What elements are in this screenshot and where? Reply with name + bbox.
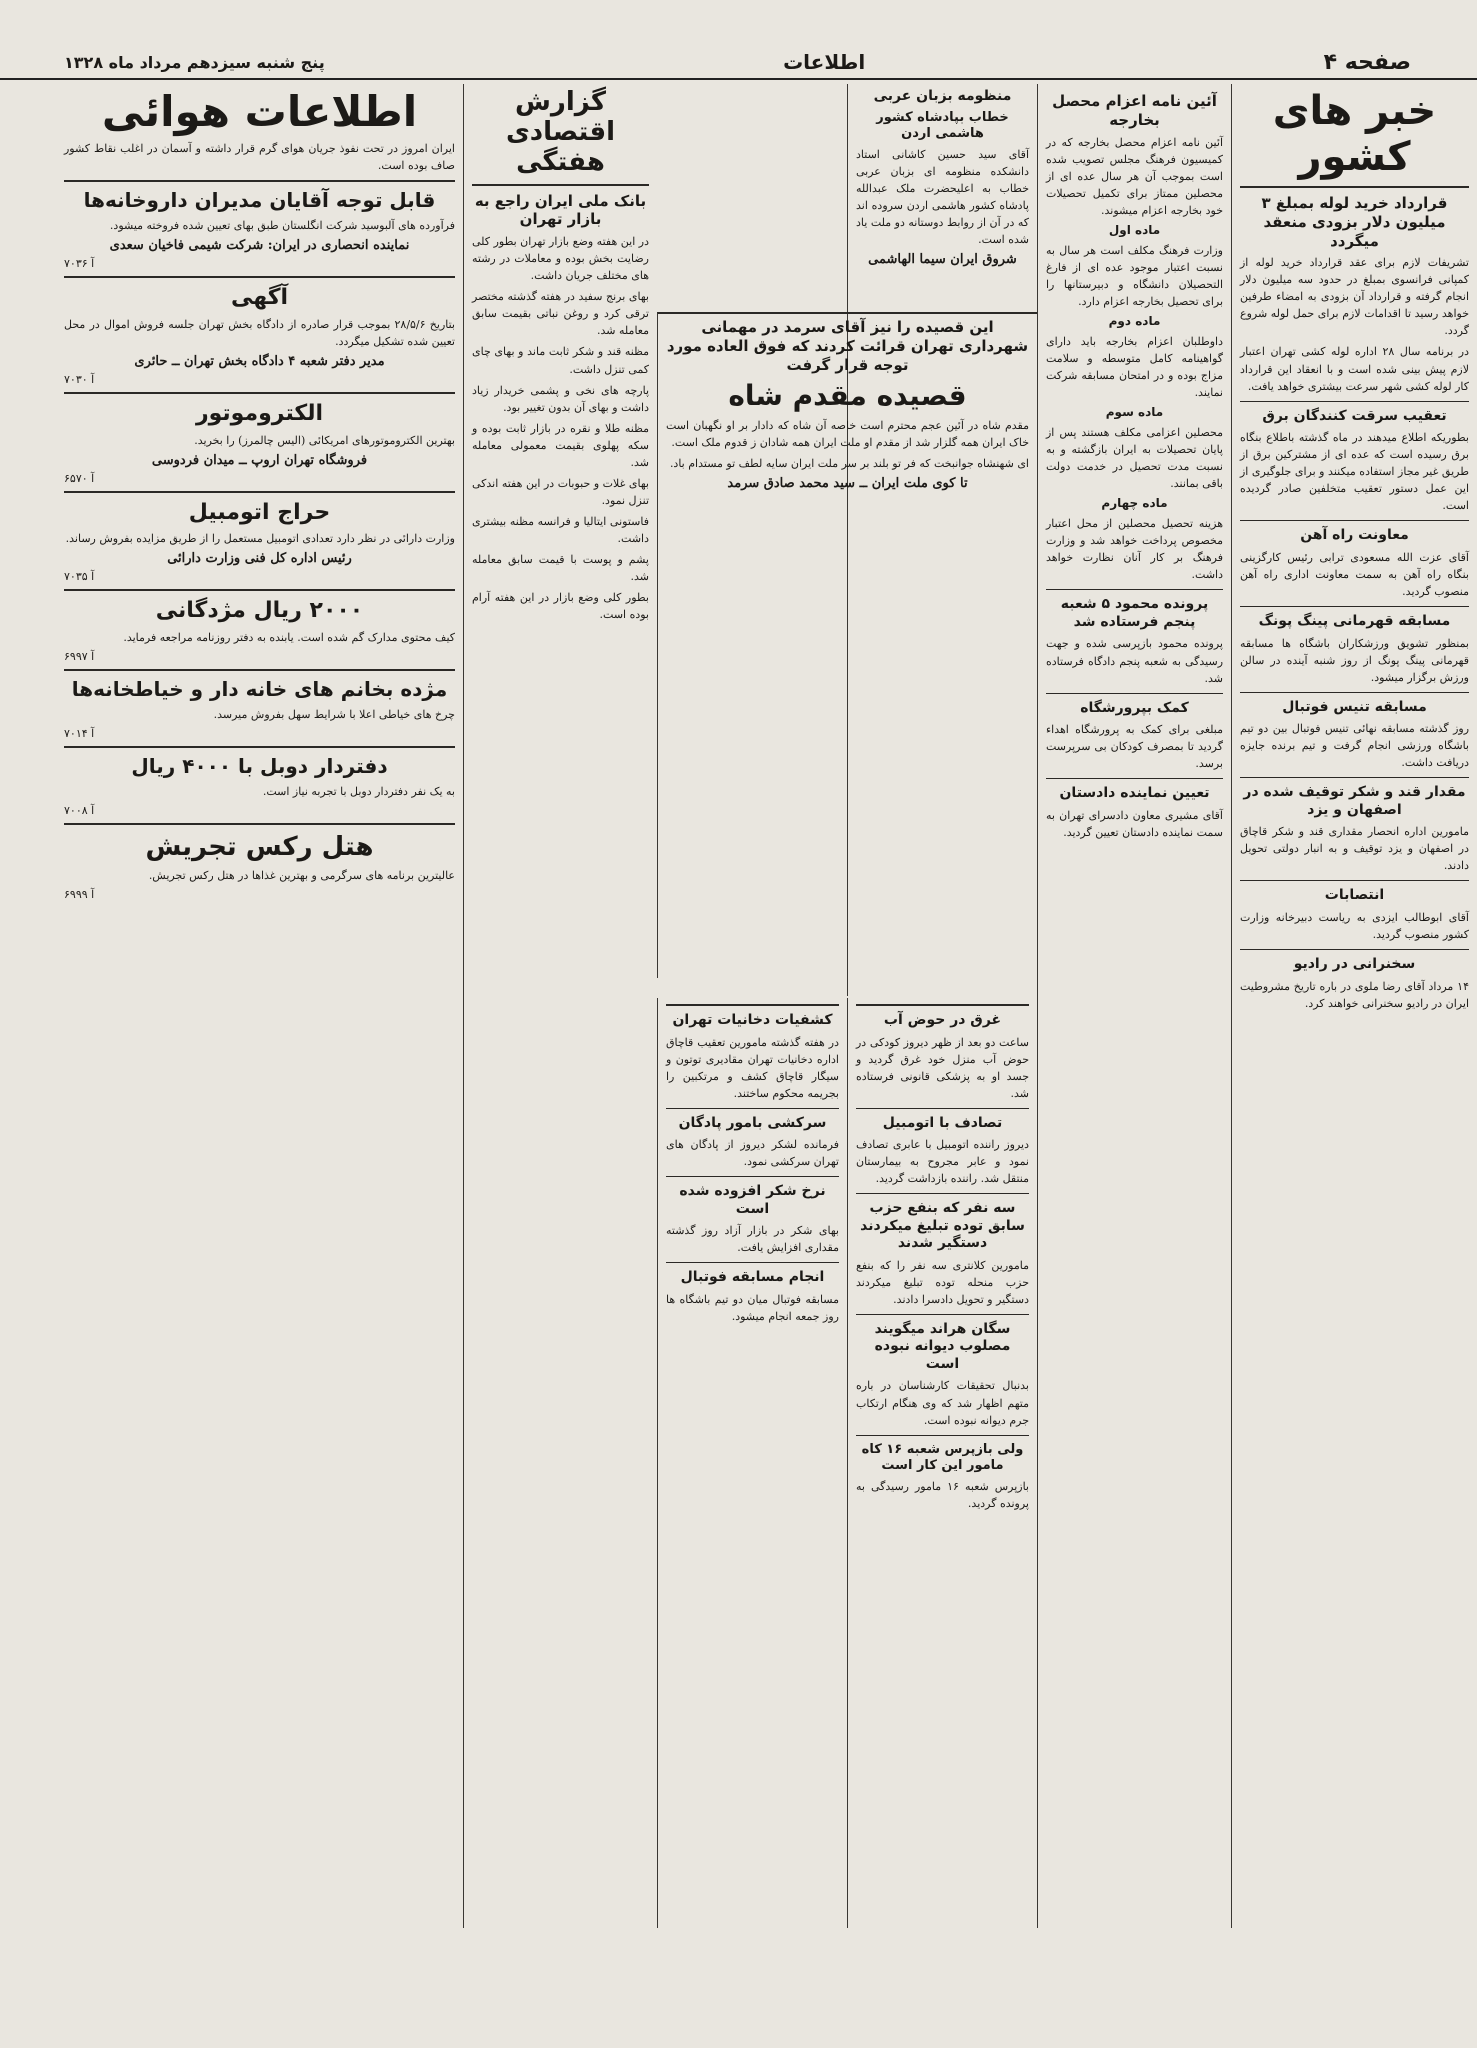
column-tobacco	[657, 998, 847, 1928]
section-title: اطلاعات هوائی	[101, 87, 418, 136]
headline: انجام مسابقه فوتبال	[680, 1269, 825, 1286]
headline: سه نفر که بنفع حزب سابق توده تبلیغ میکردند دستگیر شدند	[860, 1200, 1025, 1252]
headline: سگان هراند میگویند مصلوب دیوانه نبوده است	[874, 1320, 1011, 1372]
ad-text: کیف محتوی مدارک گم شده است. یابنده به دفتر روزنامه مراجعه فرماید.	[123, 630, 455, 644]
headline: قرارداد خرید لوله بمبلغ ۳ میلیون دلار بزودی منعقد میگردد	[1261, 194, 1448, 250]
ad-code: آ ۷۰۳۶	[64, 257, 95, 271]
column-poem-shah	[657, 312, 1037, 978]
headline: مقدار قند و شکر توقیف شده در اصفهان و یزد	[1243, 784, 1466, 818]
article-text: بهای غلات و حبوبات در این هفته اندکی تنزل نمود.	[472, 476, 649, 507]
column-incidents	[847, 998, 1037, 1928]
headline: آئین نامه اعزام محصل بخارجه	[1052, 92, 1217, 129]
article-text: بطور کلی وضع بازار در این هفته آرام بوده است.	[472, 591, 649, 622]
article-heading: ماده اول	[1108, 222, 1161, 237]
article-text: آقای سید حسین کاشانی استاد دانشکده منظومه ای بزبان عربی خطاب به اعلیحضرت ملک عبدالله پادشاه کشور هاشمی اردن سروده اند که در آن از روابط دوستانه دو ملت یاد شده است.	[856, 148, 1029, 247]
article-text: داوطلبان اعزام بخارجه باید دارای گواهینامه کامل متوسطه و سلامت مزاج بوده و در امتحان مسابقه شرکت نمایند.	[1046, 334, 1223, 400]
article-text: آقای عزت الله مسعودی ترابی رئیس کارگزینی بنگاه راه آهن به سمت معاونت اداری راه آهن منصوب گردید.	[1240, 550, 1469, 598]
article-text: ساعت دو بعد از ظهر دیروز کودکی در حوض آب منزل خود غرق گردید و جسد او به پزشکی قانونی فرستاده شد.	[856, 1035, 1029, 1100]
headline: تعیین نماینده دادستان	[1059, 785, 1210, 802]
headline: انتصابات	[1324, 887, 1385, 904]
ad-text: بهترین الکتروموتورهای امریکائی (الیس چالمرز) را بخرید.	[194, 433, 455, 447]
ad-title: حراج اتومبیل	[188, 499, 331, 525]
article-text: در هفته گذشته مامورین تعقیب قاچاق اداره دخانیات تهران مقادیری توتون و سیگار قاچاق کشف و مرتکبین را بجریمه محکوم ساختند.	[666, 1035, 839, 1100]
article-text: مامورین اداره انحصار مقداری قند و شکر قاچاق در اصفهان و یزد توقیف و به انبار دولتی تحویل دادند.	[1240, 825, 1469, 873]
ad-code: آ ۶۹۹۷	[64, 649, 95, 663]
article-text: در این هفته وضع بازار تهران بطور کلی رضایت بخش بوده و معاملات در رشته های مختلف جریان داشت.	[472, 235, 649, 283]
column-economic-report	[463, 84, 657, 1928]
ad-code: آ ۷۰۰۸	[64, 803, 95, 817]
ad-title: آگهی	[230, 285, 289, 311]
article-text: دیروز راننده اتومبیل با عابری تصادف نمود و عابر مجروح به بیمارستان منتقل شد. راننده بازداشت گردید.	[856, 1138, 1029, 1186]
poem-text: ای شهنشاه جوانبخت که فر تو بلند بر سر ملت ایران سایه لطف تو مستدام باد.	[669, 457, 1029, 471]
headline: غرق در حوض آب	[883, 1012, 1002, 1028]
article-text: محصلین اعزامی مکلف هستند پس از پایان تحصیلات به ایران بازگشته و به نسبت مدت تحصیل در خدمت دولت باقی بمانند.	[1046, 426, 1223, 491]
headline: پرونده محمود ۵ شعبه پنجم فرستاده شد	[1060, 596, 1209, 630]
article-text: ۱۴ مرداد آقای رضا ملوی در باره تاریخ مشروطیت ایران در رادیو سخنرانی خواهند کرد.	[1240, 979, 1469, 1010]
article-text: روز گذشته مسابقه نهائی تنیس فوتبال بین دو تیم باشگاه ورزشی انجام گرفت و تیم برنده جایزه دریافت داشت.	[1240, 722, 1469, 770]
section-title: گزارش اقتصادی هفتگی	[505, 87, 616, 177]
column-weather-ads	[0, 84, 463, 1928]
ad-title: هتل رکس تجریش	[145, 831, 374, 862]
ad-signature: مدیر دفتر شعبه ۴ دادگاه بخش تهران ــ حائری	[134, 354, 385, 370]
article-text: بهای شکر در بازار آزاد روز گذشته مقداری افزایش یافت.	[666, 1224, 839, 1255]
poem-signature: تا کوی ملت ایران ــ سید محمد صادق سرمد	[727, 476, 968, 492]
headline: کشفیات دخانیات تهران	[672, 1012, 833, 1028]
article-text: آئین نامه اعزام محصل بخارجه که در کمیسیون فرهنگ مجلس تصویب شده است بموجب آن هر سال عده ای از محصلین ممتاز برای تکمیل تحصیلات خود بخارجه اعزام میشوند.	[1046, 135, 1223, 217]
article-text: بهای برنج سفید در هفته گذشته مختصر ترقی کرد و روغن نباتی بقیمت سابق معامله شد.	[472, 290, 649, 338]
headline: سرکشی بامور پادگان	[678, 1114, 827, 1131]
section-title: خبر های کشور	[1272, 88, 1437, 180]
article-text: بدنبال تحقیقات کارشناسان در باره متهم اظهار شد که وی هنگام ارتکاب جرم دیوانه نبوده است.	[856, 1379, 1029, 1427]
ad-signature: نماینده انحصاری در ایران: شرکت شیمی فاخیان سعدی	[109, 238, 410, 254]
article-text: پشم و پوست با قیمت سابق معامله شد.	[472, 552, 649, 584]
article-text: مامورین کلانتری سه نفر را که بنفع حزب منحله توده تبلیغ میکردند دستگیر و تحویل دادسرا دادند.	[856, 1258, 1029, 1306]
article-text: مظنه طلا و نقره در بازار ثابت بوده و سکه پهلوی بقیمت معمولی معامله شد.	[472, 421, 649, 469]
article-text: مظنه قند و شکر ثابت ماند و بهای چای کمی تنزل داشت.	[472, 345, 649, 376]
ad-signature: فروشگاه تهران اروپ ــ میدان فردوسی	[151, 452, 368, 468]
article-text: فرمانده لشکر دیروز از پادگان های تهران سرکشی نمود.	[666, 1138, 839, 1169]
headline: مسابقه تنیس فوتبال	[1282, 698, 1427, 715]
article-text: پرونده محمود بازپرسی شده و جهت رسیدگی به شعبه پنجم دادگاه فرستاده شد.	[1046, 637, 1223, 685]
headline: مسابقه قهرمانی پینگ پونگ	[1258, 613, 1451, 629]
headline: ولی بازپرس شعبه ۱۶ کاه مامور این کار است	[861, 1441, 1024, 1473]
headline: بانک ملی ایران راجع به بازار تهران	[474, 191, 647, 229]
ad-text: بتاریخ ۲۸/۵/۶ بموجب قرار صادره از دادگاه بخش تهران جلسه فروش اموال در محل تعیین شده تشکیل میگردد.	[64, 317, 455, 348]
article-heading: ماده سوم	[1105, 405, 1164, 420]
poem-text: مقدم شاه در آئین عجم محترم است خاصه آن شاه که دادار بر او نگهبان است خاک ایران همه گلزار شد از مقدم او ملت ایران همه شادان ز قدوم ملک است.	[666, 419, 1029, 450]
ad-title: الکتروموتور	[195, 401, 324, 427]
ad-text: چرخ های خیاطی اعلا با شرایط سهل بفروش میرسد.	[213, 707, 455, 721]
article-heading: ماده چهارم	[1101, 496, 1168, 511]
poem-title: قصیده مقدم شاه	[728, 379, 967, 413]
article-text: در برنامه سال ۲۸ اداره لوله کشی تهران اعتبار لازم پیش بینی شده است و با انعقاد این قرارداد کار لوله کشی شهر سرعت بیشتری خواهد یافت.	[1240, 345, 1469, 393]
ad-title: مژده بخانم های خانه دار و خیاطخانه‌ها	[71, 676, 448, 701]
ad-text: فرآورده های آلبوسید شرکت انگلستان طبق بهای تعیین شده فروخته میشود.	[109, 219, 455, 233]
article-text: پارچه های نخی و پشمی خریدار زیاد داشت و بهای آن بدون تغییر بود.	[472, 383, 649, 414]
page-number: صفحه ۴	[1323, 49, 1411, 75]
article-text: مسابقه فوتبال میان دو تیم باشگاه ها روز جمعه انجام میشود.	[666, 1292, 839, 1323]
article-text: وزارت فرهنگ مکلف است هر سال به نسبت اعتبار موجود عده ای از فارغ التحصیلان دانشگاه و دبیرستانها را برای تحصیل بخارجه اعزام دارد.	[1046, 243, 1223, 308]
column-domestic-news	[1231, 84, 1477, 1928]
ad-code: آ ۶۵۷۰	[64, 471, 95, 485]
article-text: فاستونی ایتالیا و فرانسه مظنه بیشتری داشت.	[472, 514, 649, 545]
ad-text: عالیترین برنامه های سرگرمی و بهترین غذاها در هتل رکس تجریش.	[148, 869, 455, 883]
ad-code: آ ۶۹۹۹	[64, 888, 95, 902]
masthead	[0, 46, 1477, 80]
article-text: هزینه تحصیل محصلین از محل اعتبار مخصوص پرداخت خواهد شد و وزارت فرهنگ بر کار آنان نظارت خواهد داشت.	[1046, 517, 1223, 582]
article-text: مبلغی برای کمک به پرورشگاه اهداء گردید تا بمصرف کودکان بی سرپرست برسد.	[1046, 723, 1223, 771]
issue-date: پنج شنبه سیزدهم مرداد ماه ۱۳۲۸	[64, 52, 325, 72]
article-text: بازپرس شعبه ۱۶ مامور رسیدگی به پرونده گردید.	[856, 1480, 1029, 1511]
headline: این قصیده را نیز آقای سرمد در مهمانی شهرداری تهران قرائت کردند که فوق العاده مورد توجه قرار گرفت	[666, 318, 1029, 374]
headline: تصادف با اتومبیل	[882, 1114, 1003, 1131]
headline: تعقیب سرقت کنندگان برق	[1262, 407, 1447, 424]
article-text: بطوریکه اطلاع میدهند در ماه گذشته باطلاع بنگاه برق رسیده است که عده ای از مشترکین برق از طریق غیر مجاز استفاده میکنند و برای جلوگیری از این عمل دستور تعقیب متخلفین صادر گردیده است.	[1240, 431, 1469, 513]
headline: معاونت راه آهن	[1300, 527, 1409, 544]
column-regulation	[1037, 84, 1231, 1928]
ad-code: آ ۷۰۳۵	[64, 570, 95, 584]
headline: نرخ شکر افزوده شده است	[679, 1183, 826, 1217]
ad-text: وزارت دارائی در نظر دارد تعدادی اتومبیل مستعمل را از طریق مزایده بفروش رساند.	[65, 532, 455, 546]
subheadline: خطاب بپادشاه کشور هاشمی اردن	[876, 109, 1009, 141]
headline: کمک بپرورشگاه	[1080, 699, 1189, 716]
article-text: آقای ابوطالب ایزدی به ریاست دبیرخانه وزارت کشور منصوب گردید.	[1240, 910, 1469, 941]
article-text: بمنظور تشویق ورزشکاران باشگاه ها مسابقه قهرمانی پینگ پونگ از روز شنبه آینده در سالن ورزش برگزار میشود.	[1240, 636, 1469, 684]
ad-title: دفتردار دوبل با ۴۰۰۰ ریال	[131, 753, 388, 778]
ad-title: ۲۰۰۰ ریال مژدگانی	[155, 598, 364, 624]
article-heading: ماده دوم	[1108, 313, 1161, 328]
poem-signature: شروق ایران سیما الهاشمی	[868, 252, 1017, 268]
ad-code: آ ۷۰۱۴	[64, 726, 95, 740]
newspaper-name: اطلاعات	[783, 50, 866, 74]
ad-text: به یک نفر دفتردار دوبل با تجربه نیاز است.	[262, 784, 455, 798]
headline: سخنرانی در رادیو	[1293, 956, 1416, 973]
article-text: آقای مشیری معاون دادسرای تهران به سمت نماینده دادستان تعیین گردید.	[1046, 808, 1223, 839]
article-text: تشریفات لازم برای عقد قرارداد خرید لوله از کمپانی فرانسوی بمبلغ در حدود سه میلیون دلار انجام گرفته و قرارداد آن بزودی به امضاء طرفین خواهد رسید تا اقدامات لازم برای حمل لوله شروع گردد.	[1240, 256, 1469, 338]
weather-text: ایران امروز در تحت نفوذ جریان هوای گرم قرار داشته و آسمان در اغلب نقاط کشور صاف بوده است.	[64, 142, 455, 173]
ad-signature: رئیس اداره کل فنی وزارت دارائی	[167, 551, 352, 567]
headline: منظومه بزبان عربی	[873, 88, 1012, 104]
ad-code: آ ۷۰۳۰	[64, 373, 95, 387]
ad-title: قابل توجه آقایان مدیران داروخانه‌ها	[83, 188, 436, 213]
